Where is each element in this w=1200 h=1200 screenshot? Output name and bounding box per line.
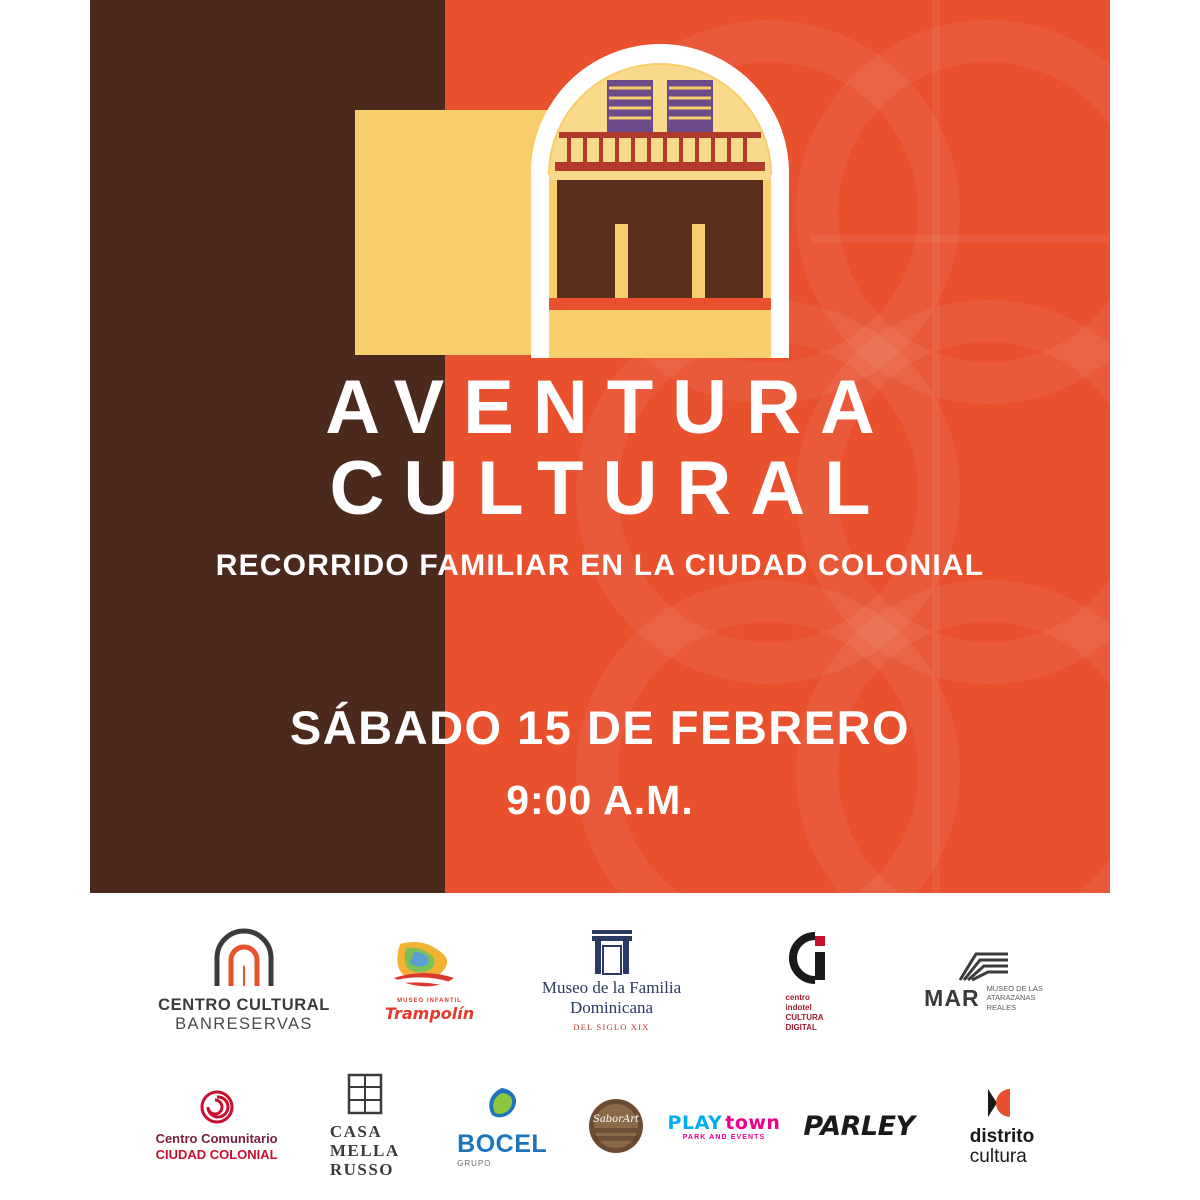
sponsor-subname: CIUDAD COLONIAL — [155, 1146, 278, 1162]
sponsor-logo-museo-infantil-trampolin[interactable] — [376, 940, 484, 1023]
page-title: AVENTURA — [325, 365, 894, 450]
spiral-icon — [200, 1090, 234, 1124]
wood-circle-icon — [588, 1098, 644, 1154]
sponsor-name: MAR — [924, 985, 980, 1012]
ship-lines-icon — [956, 950, 1012, 984]
sponsor-name: Museo de la Familia — [541, 977, 682, 997]
sponsor-name-second-line: cultura — [969, 1145, 1027, 1167]
decorative-line — [810, 235, 1110, 243]
sponsor-row-secondary — [150, 1073, 1060, 1179]
sponsor-name-second-line: indotel — [785, 1002, 812, 1012]
leaf-icon — [482, 1085, 522, 1123]
sponsor-name: PLAY — [667, 1111, 723, 1134]
arch-outline-icon — [211, 928, 277, 990]
sponsor-name: CASA — [329, 1122, 383, 1141]
sponsor-subname: MUSEO DE LAS — [986, 983, 1043, 993]
sponsor-name: CENTRO CULTURAL — [158, 996, 330, 1014]
ci-monogram-icon — [781, 930, 829, 986]
sponsor-name: PARLEY — [803, 1110, 915, 1142]
sponsor-section — [0, 893, 1200, 1200]
dc-monogram-icon — [985, 1086, 1019, 1120]
event-datetime-block — [90, 700, 1110, 824]
sponsor-logo-mar-museo-atarazanas-reales[interactable] — [914, 950, 1054, 1012]
sponsor-logo-centro-cultural-banreservas[interactable] — [157, 928, 332, 1034]
sponsor-name: centro — [785, 992, 810, 1002]
sponsor-subname: GRUPO — [457, 1158, 492, 1168]
sponsor-name: distrito — [969, 1125, 1035, 1147]
sponsor-logo-centro-indotel-cultura-digital[interactable] — [740, 930, 870, 1033]
colonial-arch-icon — [515, 28, 805, 358]
sponsor-subname: PARK AND EVENTS — [682, 1133, 766, 1141]
sponsor-subname-third-line: REALES — [986, 1002, 1017, 1012]
sponsor-row-primary — [140, 928, 1070, 1034]
sponsor-name: Trampolín — [384, 1003, 475, 1023]
svg-text:SaborArt: SaborArt — [592, 1114, 640, 1126]
event-time: 9:00 A.M. — [506, 777, 694, 823]
sponsor-logo-parley[interactable] — [804, 1111, 914, 1142]
doorway-icon — [589, 930, 635, 978]
page-subtitle: RECORRIDO FAMILIAR EN LA CIUDAD COLONIAL — [215, 549, 985, 583]
sponsor-logo-sabor-art[interactable] — [588, 1098, 644, 1154]
sponsor-name-fourth-line: DIGITAL — [785, 1022, 817, 1032]
sponsor-logo-distrito-cultura[interactable] — [944, 1086, 1060, 1167]
sponsor-name-third-line: CULTURA — [785, 1012, 824, 1022]
sponsor-name-third-line: RUSSO — [329, 1160, 394, 1180]
window-grid-icon — [347, 1073, 383, 1115]
trampolin-icon — [388, 940, 472, 998]
page-title-second-line: CULTURAL — [329, 446, 890, 531]
sponsor-subname: MUSEO INFANTIL — [397, 997, 462, 1004]
sponsor-name-second-line: town — [725, 1111, 781, 1134]
sponsor-logo-bocel-grupo[interactable] — [446, 1085, 558, 1168]
sponsor-logo-museo-familia-dominicana[interactable] — [528, 930, 696, 1032]
sponsor-name: Centro Comunitario — [155, 1130, 278, 1146]
sponsor-name-second-line: Dominicana — [569, 997, 654, 1017]
sponsor-name-second-line: MELLA — [329, 1141, 400, 1161]
sponsor-subname-second-line: ATARAZANAS — [986, 993, 1036, 1003]
sponsor-logo-play-town[interactable] — [667, 1111, 781, 1141]
poster-art-panel — [90, 0, 1110, 893]
sponsor-name: BOCEL — [457, 1129, 548, 1158]
sponsor-logo-casa-mella-russo[interactable] — [313, 1073, 416, 1179]
sponsor-subname: DEL SIGLO XIX — [573, 1022, 650, 1033]
sponsor-logo-centro-comunitario-ciudad-colonial[interactable] — [150, 1090, 283, 1162]
event-date: SÁBADO 15 DE FEBRERO — [289, 701, 911, 754]
sponsor-subname: BANRESERVAS — [175, 1015, 313, 1033]
poster-title-block — [90, 365, 1110, 583]
